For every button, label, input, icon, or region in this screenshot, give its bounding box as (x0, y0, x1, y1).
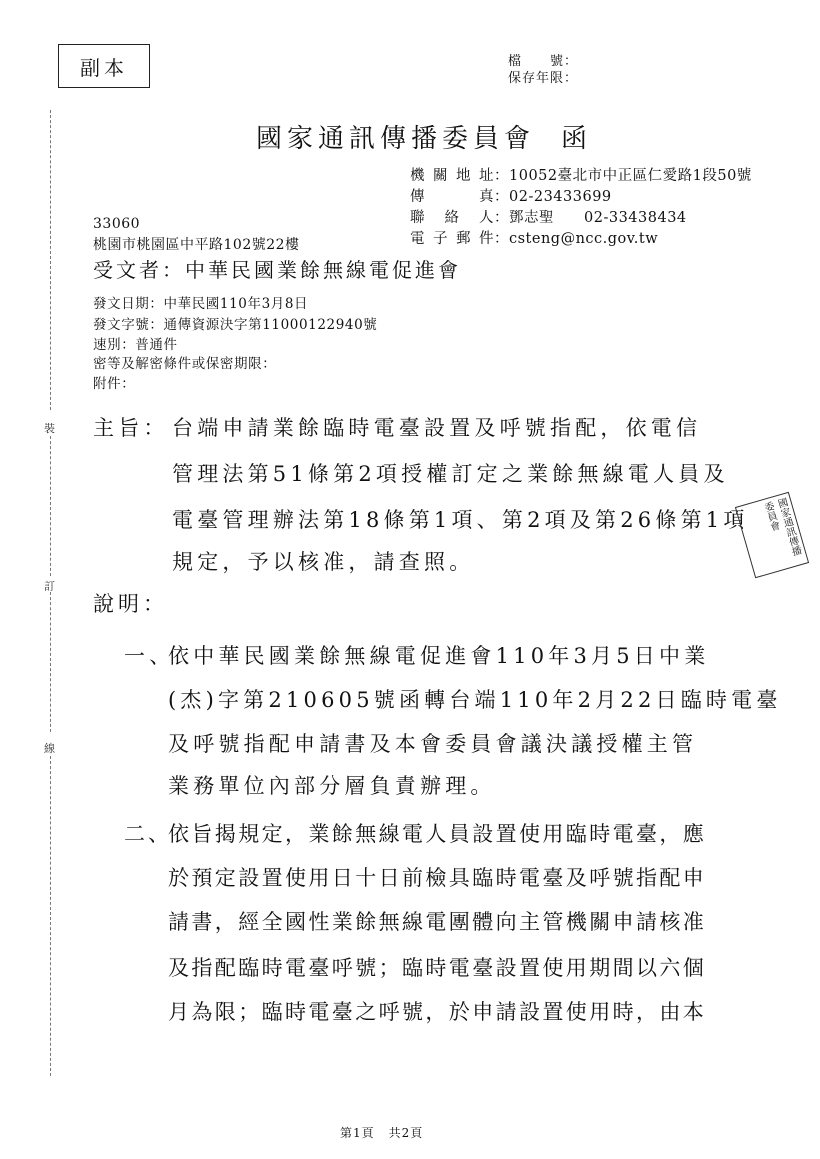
email-value: csteng@ncc.gov.tw (509, 231, 659, 247)
document-title (256, 118, 592, 155)
issue-date: 發文日期：中華民國110年3月8日 (93, 296, 309, 312)
explanation-heading: 說明： (93, 592, 168, 616)
recipient-address: 桃園市桃園區中平路102號22樓 (93, 237, 300, 253)
binding-line (50, 592, 51, 732)
item1-line: 及呼號指配申請書及本會委員會議決議授權主管 (168, 732, 698, 756)
file-number-label: 檔 號： (508, 54, 579, 69)
sender-email: 電子郵件：csteng@ncc.gov.tw (410, 227, 658, 248)
item2-line: 及指配臨時電臺呼號；臨時電臺設置使用期間以六個 (168, 956, 707, 980)
item2-line: 月為限；臨時電臺之呼號，於申請設置使用時，由本 (168, 1000, 707, 1024)
retention-label: 保存年限： (508, 71, 579, 86)
sender-fax: 傳 真：02-23433699 (410, 185, 612, 206)
agency-name: 國家通訊傳播委員會 (256, 124, 536, 154)
address-value: 10052臺北市中正區仁愛路1段50號 (509, 168, 752, 184)
recipient-zip: 33060 (93, 216, 141, 232)
fax-label: 傳 真 (410, 189, 494, 205)
item-number: 一、 (124, 644, 175, 668)
page-number: 第1頁 (340, 1126, 375, 1140)
subject-line: 管理法第51條第2項授權訂定之業餘無線電人員及 (172, 462, 729, 486)
binding-line (50, 110, 51, 410)
binding-mark: 線 (44, 742, 55, 755)
item1-line: 業務單位內部分層負責辦理。 (168, 774, 496, 798)
subject-line: 電臺管理辦法第18條第1項、第2項及第26條第1項 (172, 508, 749, 532)
copy-label: 副本 (58, 44, 150, 88)
item1-line: (杰)字第210605號函轉台端110年2月22日臨時電臺 (168, 688, 782, 712)
recipient: 受文者：中華民國業餘無線電促進會 (93, 258, 461, 282)
receipt-stamp: 國家通訊傳播委員會 (735, 492, 809, 579)
address-label: 機關地址 (410, 168, 494, 184)
subject-label: 主旨： (93, 416, 169, 440)
binding-mark: 訂 (44, 580, 55, 593)
item2-line: 請書，經全國性業餘無線電團體向主管機關申請核准 (168, 910, 707, 934)
doc-number: 發文字號：通傳資源決字第11000122940號 (93, 317, 378, 333)
page-total: 共2頁 (388, 1126, 424, 1140)
contact-value: 鄧志聖 02-33438434 (509, 210, 687, 226)
document-type: 函 (561, 124, 593, 154)
item-number: 二、 (124, 822, 172, 846)
sender-contact: 聯 絡 人：鄧志聖 02-33438434 (410, 206, 687, 227)
subject-line: 規定，予以核准，請查照。 (172, 550, 475, 574)
binding-line (50, 756, 51, 1076)
delivery-type: 速別：普通件 (93, 337, 178, 353)
binding-mark: 裝 (44, 422, 55, 435)
sender-address: 機關地址：10052臺北市中正區仁愛路1段50號 (410, 164, 752, 185)
page-footer (340, 1124, 423, 1141)
contact-label: 聯 絡 人 (410, 210, 494, 226)
fax-value: 02-23433699 (509, 189, 612, 205)
attachment: 附件： (93, 376, 136, 392)
email-label: 電子郵件 (410, 231, 494, 247)
item2-line: 依旨揭規定，業餘無線電人員設置使用臨時電臺，應 (168, 822, 707, 846)
item1-line: 依中華民國業餘無線電促進會110年3月5日中業 (168, 644, 710, 668)
security-level: 密等及解密條件或保密期限： (93, 356, 277, 372)
binding-line (50, 436, 51, 576)
item2-line: 於預定設置使用日十日前檢具臨時電臺及呼號指配申 (168, 866, 707, 890)
subject-line: 台端申請業餘臨時電臺設置及呼號指配，依電信 (172, 416, 702, 440)
